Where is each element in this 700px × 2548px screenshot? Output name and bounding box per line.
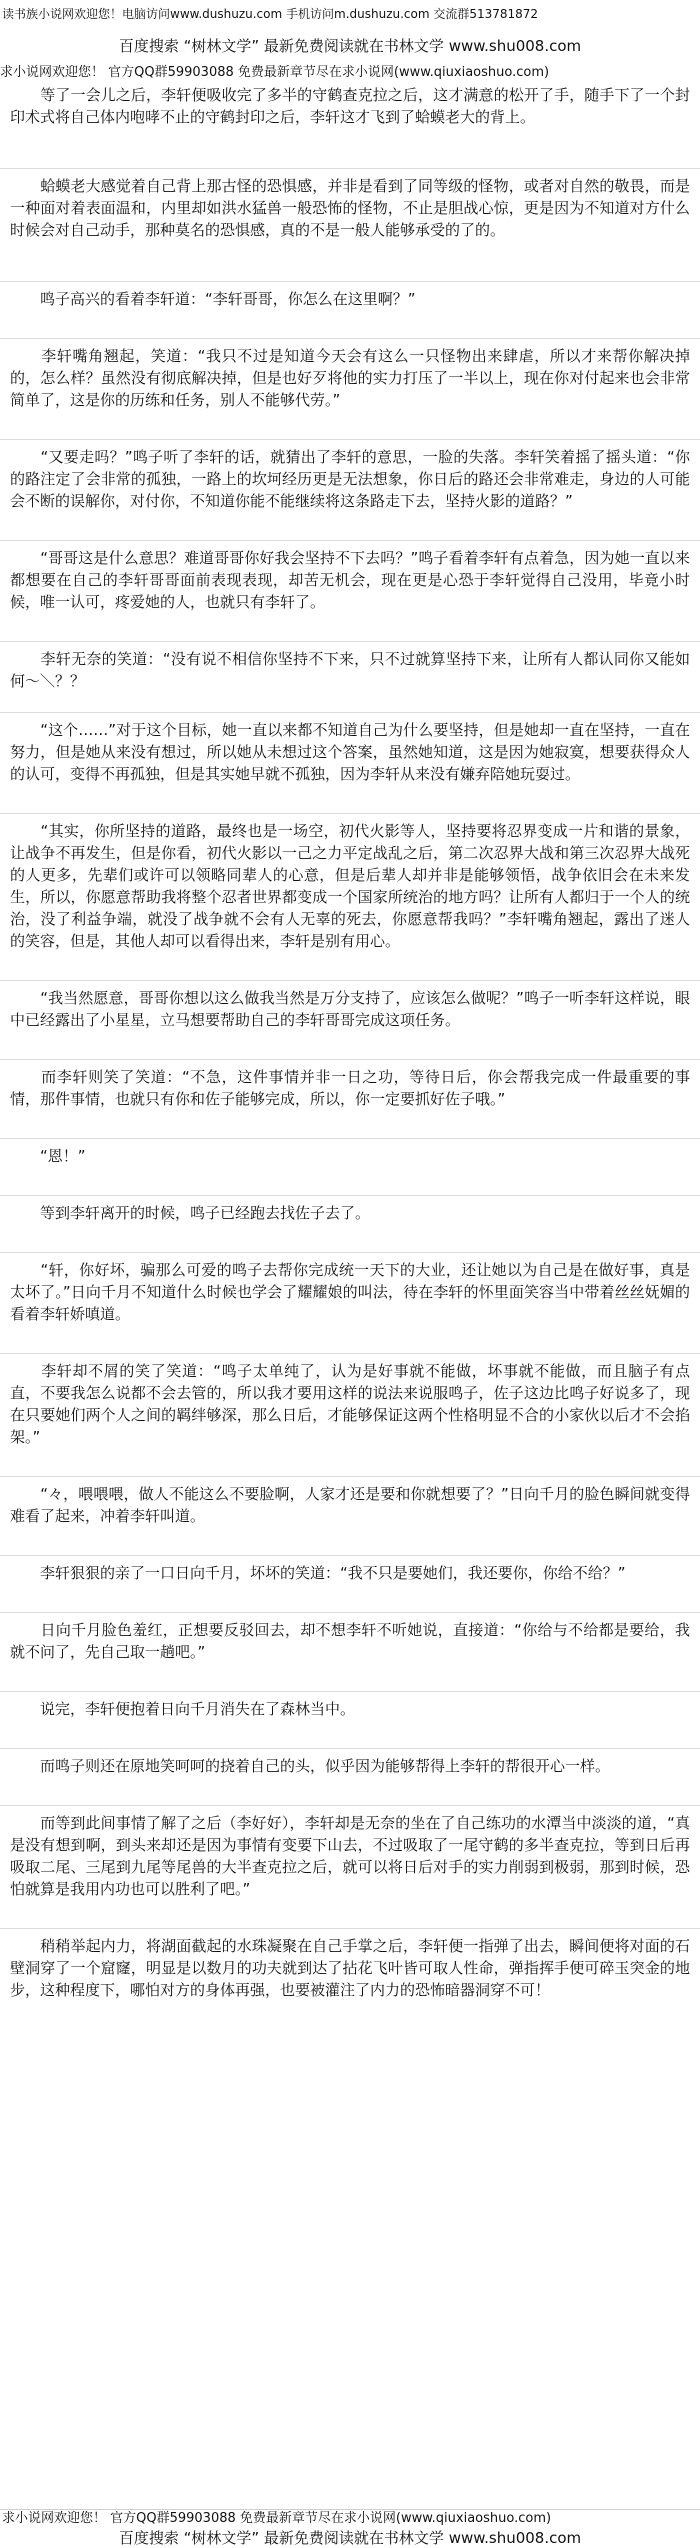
paragraph: “又要走吗？”鸣子听了李轩的话，就猜出了李轩的意思，一脸的失落。李轩笑着摇了摇头道：“你的路注定了会非常的孤独，一路上的坎坷经历更是无法想象，你日后的路还会非常难走，身边的人可能会不断的误解你，对付你，不知道你能不能继续将这条路走下去，坚持火影的道路？” [10, 448, 690, 510]
page-footer [0, 2509, 700, 2548]
paragraph: 等到李轩离开的时候，鸣子已经跑去找佐子去了。 [10, 1204, 371, 1222]
paragraph-separator [0, 316, 700, 339]
chapter-body [0, 84, 700, 2001]
paragraph-separator [0, 1783, 700, 1806]
paragraph: 蛤蟆老大感觉着自己背上那古怪的恐惧感，并非是看到了同等级的怪物，或者对自然的敬畏，而是一种面对着表面温和，内里却如洪水猛兽一般恐怖的怪物，不止是胆战心惊，更是因为不知道对方什么时候会对自己动手，那种莫名的恐惧感，真的不是一般人能够承受的了的。 [10, 177, 690, 239]
paragraph-separator [0, 1726, 700, 1749]
paragraph: “恩！” [10, 1147, 86, 1165]
paragraph: “々，喂喂喂，做人不能这么不要脸啊，人家才还是要和你就想要了？”日向千月的脸色瞬间就变得难看了起来，冲着李轩叫道。 [10, 1485, 690, 1525]
source-site-line: 求小说网欢迎您！ 官方QQ群59903088 免费最新章节尽在求小说网(www.qiuxiaoshuo.com) [0, 65, 550, 80]
paragraph: “这个……”对于这个目标，她一直以来都不知道自己为什么要坚持，但是她却一直在坚持，一直在努力，但是她从来没有想过，所以她从未想过这个答案，虽然她知道，这是因为她寂寞，想要获得众人的认可，变得不再孤独，但是其实她早就不孤独，因为李轩从来没有嫌弃陪她玩耍过。 [10, 721, 690, 783]
paragraph-separator [0, 1331, 700, 1354]
paragraph-separator [0, 417, 700, 440]
paragraph: 稍稍举起内力，将湖面截起的水珠凝聚在自己手掌之后，李轩便一指弹了出去，瞬间便将对面的石壁洞穿了一个窟窿，明显是以数月的功夫就到达了拈花飞叶皆可取人性命，弹指挥手便可碎玉突金的地步，这种程度下，哪怕对方的身体再强，也要被灌注了内力的恐怖暗器洞穿不可！ [10, 1937, 690, 1999]
paragraph: “其实，你所坚持的道路，最终也是一场空，初代火影等人，坚持要将忍界变成一片和谐的景象，让战争不再发生，但是你看，初代火影以一己之力平定战乱之后，第二次忍界大战和第三次忍界大战死的人更多，先辈们或许可以领略同辈人的心意，但是后辈人却并非是能够领悟，战争依旧会在未来发生，所以，你愿意帮助我将整个忍者世界都变成一个国家所统治的地方吗？让所有人都归于一个人的统治，没了利益争端，就没了战争就不会有人无辜的死去，你愿意帮我吗？”李轩嘴角翘起，露出了迷人的笑容，但是，其他人却可以看得出来，李轩是别有用心。 [10, 822, 690, 950]
paragraph-separator [0, 958, 700, 981]
search-promo-banner: 百度搜索 “树林文学” 最新免费阅读就在书林文学 www.shu008.com [118, 37, 582, 55]
paragraph-separator [0, 1173, 700, 1196]
footer-source-line: 求小说网欢迎您！ 官方QQ群59903088 免费最新章节尽在求小说网(www.qiuxiaoshuo.com) [2, 2511, 552, 2526]
paragraph-separator [0, 1454, 700, 1477]
paragraph: 而李轩则笑了笑道：“不急，这件事情并非一日之功，等待日后，你会帮我完成一件最重要的事情，那件事情，也就只有你和佐子能够完成，所以，你一定要抓好佐子哦。” [10, 1068, 690, 1108]
paragraph: 李轩无奈的笑道：“没有说不相信你坚持不下来，只不过就算坚持下来，让所有人都认同你又能如何～＼？？ [10, 650, 690, 690]
paragraph: 李轩狠狠的亲了一口日向千月，坏坏的笑道：“我不只是要她们，我还要你，你给不给？” [10, 1564, 626, 1582]
paragraph: 鸣子高兴的看着李轩道：“李轩哥哥，你怎么在这里啊？” [10, 290, 416, 308]
paragraph: “哥哥这是什么意思？难道哥哥你好我会坚持不下去吗？”鸣子看着李轩有点着急，因为她一直以来都想要在自己的李轩哥哥面前表现表现，却苦无机会，现在更是心恐于李轩觉得自己没用，毕竟小时候，唯一认可，疼爱她的人，也就只有李轩了。 [10, 549, 690, 611]
paragraph-separator [0, 1906, 700, 1929]
paragraph-separator [0, 1230, 700, 1253]
paragraph-separator [0, 1037, 700, 1060]
paragraph: 日向千月脸色羞红，正想要反驳回去，却不想李轩不听她说，直接道：“你给与不给都是要给，我就不问了，先自己取一趟吧。” [10, 1621, 690, 1661]
paragraph-separator [0, 619, 700, 642]
paragraph-separator [0, 1669, 700, 1692]
paragraph-separator [0, 134, 700, 169]
paragraph-separator [0, 247, 700, 282]
site-welcome-line: 读书族小说网欢迎您！电脑访问www.dushuzu.com 手机访问m.dushuzu.com 交流群513781872 [2, 7, 539, 21]
paragraph-separator [0, 1116, 700, 1139]
paragraph: 等了一会儿之后，李轩便吸收完了多半的守鹤查克拉之后，这才满意的松开了手，随手下了一个封印术式将自己体内咆哮不止的守鹤封印之后，李轩这才飞到了蛤蟆老大的背上。 [10, 86, 690, 126]
paragraph-separator [0, 698, 700, 713]
paragraph: 李轩嘴角翘起，笑道：“我只不过是知道今天会有这么一只怪物出来肆虐，所以才来帮你解决掉的，怎么样？虽然没有彻底解决掉，但是也好歹将他的实力打压了一半以上，现在你对付起来也会非常简单了，这是你的历练和任务，别人不能够代劳。” [10, 347, 690, 409]
paragraph-separator [0, 518, 700, 541]
paragraph: “我当然愿意，哥哥你想以这么做我当然是万分支持了，应该怎么做呢？”鸣子一听李轩这样说，眼中已经露出了小星星，立马想要帮助自己的李轩哥哥完成这项任务。 [10, 989, 690, 1029]
paragraph-separator [0, 1533, 700, 1556]
footer-promo-banner: 百度搜索 “树林文学” 最新免费阅读就在书林文学 www.shu008.com [118, 2529, 582, 2547]
paragraph: 而鸣子则还在原地笑呵呵的挠着自己的头，似乎因为能够帮得上李轩的帮很开心一样。 [10, 1757, 611, 1775]
paragraph: 而等到此间事情了解了之后（李好好），李轩却是无奈的坐在了自己练功的水潭当中淡淡的道，“真是没有想到啊，到头来却还是因为事情有变要下山去，不过吸取了一尾守鹤的多半查克拉，等到日后再吸取二尾、三尾到九尾等尾兽的大半查克拉之后，就可以将日后对手的实力削弱到极弱，那到时候，恐怕就算是我用内功也可以胜利了吧。” [10, 1814, 690, 1898]
paragraph: 说完，李轩便抱着日向千月消失在了森林当中。 [10, 1700, 356, 1718]
paragraph: 李轩却不屑的笑了笑道：“鸣子太单纯了，认为是好事就不能做，坏事就不能做，而且脑子有点直，不要我怎么说都不会去管的，所以我才要用这样的说法来说服鸣子，佐子这边比鸣子好说多了，现在只要她们两个人之间的羁绊够深，那么日后，才能够保证这两个性格明显不合的小家伙以后才不会掐架。” [10, 1362, 690, 1446]
paragraph-separator [0, 1590, 700, 1613]
paragraph: “轩，你好坏，骗那么可爱的鸣子去帮你完成统一天下的大业，还让她以为自己是在做好事，真是太坏了。”日向千月不知道什么时候也学会了耀耀娘的叫法，待在李轩的怀里面笑容当中带着丝丝妩媚的看着李轩娇嗔道。 [10, 1261, 690, 1323]
paragraph-separator [0, 791, 700, 814]
